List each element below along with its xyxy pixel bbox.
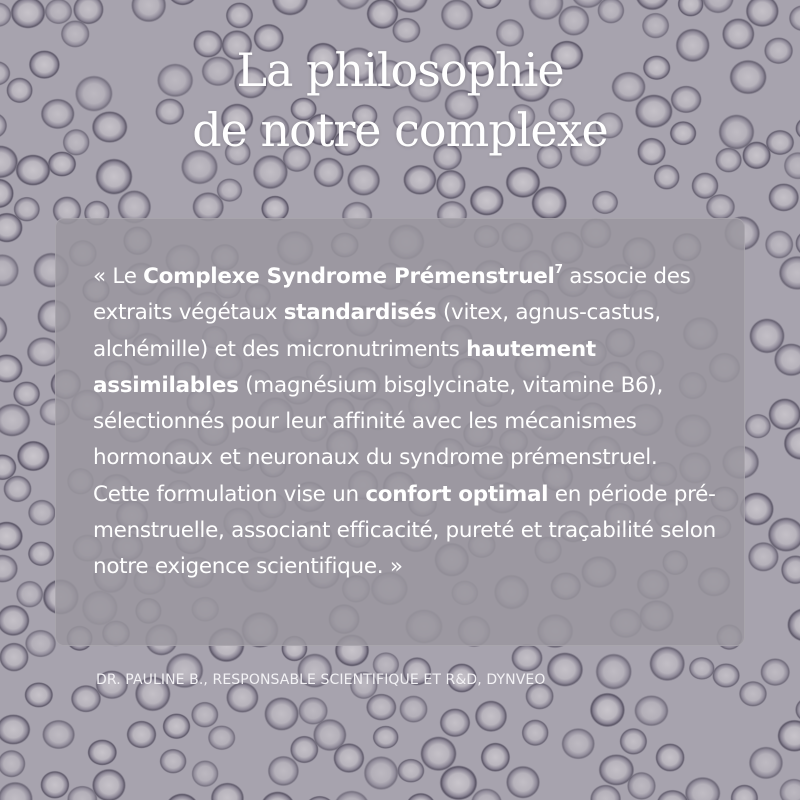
blood-cell [531, 186, 567, 220]
blood-cell [760, 658, 790, 686]
blood-cell [13, 381, 40, 406]
blood-cell [191, 702, 219, 728]
blood-cell [24, 682, 53, 708]
blood-cell [739, 681, 767, 707]
blood-cell [765, 230, 794, 259]
blood-cell [590, 693, 625, 727]
blood-cell [399, 695, 428, 723]
blood-cell [397, 759, 424, 783]
blood-cell [558, 5, 589, 36]
blood-cell [768, 398, 800, 430]
blood-cell [28, 500, 56, 526]
blood-cell [333, 743, 364, 773]
blood-cell [373, 726, 399, 749]
blood-cell [596, 654, 632, 690]
title-line-2: de notre complexe [192, 103, 608, 157]
blood-cell [217, 178, 243, 202]
blood-cell [712, 663, 740, 688]
emphasis-standardized: standardisés [283, 300, 437, 326]
blood-cell [364, 756, 399, 790]
blood-cell [689, 657, 715, 680]
blood-cell [0, 643, 29, 672]
blood-cell [620, 728, 648, 755]
blood-cell [16, 581, 43, 608]
blood-cell [506, 766, 540, 799]
product-name: Complexe Syndrome Prémenstruel [143, 264, 555, 289]
blood-cell [264, 697, 299, 731]
blood-cell [420, 736, 456, 771]
quote-text-segment: « Le [93, 264, 144, 289]
page-title [0, 40, 800, 160]
quote-text-segment: associe des extraits végétaux [93, 264, 691, 326]
blood-cell [28, 541, 55, 566]
blood-cell [25, 630, 56, 658]
blood-cell [522, 719, 549, 746]
blood-cell [403, 165, 436, 195]
blood-cell [88, 739, 118, 765]
blood-cell [649, 646, 685, 681]
quote-text [93, 259, 720, 586]
blood-cell [127, 721, 157, 749]
blood-cell [441, 0, 474, 31]
quote-card [55, 218, 745, 646]
blood-cell [642, 13, 670, 39]
blood-cell [561, 728, 595, 759]
blood-cell [745, 414, 771, 439]
blood-cell [691, 172, 718, 199]
blood-cell [475, 700, 507, 732]
quote-attribution: DR. PAULINE B., RESPONSABLE SCIENTIFIQUE ET R&D, DYNVEO [96, 672, 546, 688]
blood-cell [440, 765, 478, 800]
blood-cell [226, 2, 254, 28]
blood-cell [654, 164, 680, 189]
blood-cell [13, 197, 40, 222]
blood-cell [208, 725, 236, 750]
blood-cell [768, 183, 799, 211]
blood-cell [3, 475, 31, 502]
emphasis-assimilable: hautement assimilables [93, 336, 596, 398]
blood-cell [627, 772, 656, 800]
blood-cell [163, 713, 191, 739]
footnote-marker: 7 [554, 262, 563, 276]
blood-cell [347, 165, 380, 196]
blood-cell [749, 747, 783, 780]
blood-cell [436, 170, 466, 200]
blood-cell [95, 159, 132, 195]
blood-cell [481, 743, 511, 772]
blood-cell [268, 756, 299, 786]
blood-cell [511, 644, 543, 672]
quote-text-segment: (vitex, agnus-castus, alchémille) et des micronutriments [93, 300, 661, 362]
quote-text-segment: (magnésium bisglycinate, vitamine B6), sélectionnés pour leur affinité avec les mécanismes hormonaux et neuronaux du syndrome prémenstruel. Cette formulation vise un [93, 372, 664, 507]
blood-cell [547, 652, 584, 686]
blood-cell [440, 708, 471, 737]
blood-cell [298, 697, 328, 725]
emphasis-comfort: confort optimal [365, 481, 549, 507]
blood-cell [42, 720, 75, 750]
blood-cell [655, 743, 684, 772]
blood-cell [313, 157, 344, 187]
blood-cell [592, 191, 618, 215]
blood-cell [40, 771, 69, 799]
blood-cell [192, 760, 219, 787]
blood-cell [17, 441, 50, 472]
blood-cell [366, 694, 397, 721]
title-line-1: La philosophie [236, 43, 564, 97]
blood-cell [470, 186, 504, 216]
quote-text-segment: en période pré-menstruelle, associant efficacité, pureté et traçabilité selon notre exigence scientifique. » [93, 481, 716, 580]
blood-cell [160, 749, 187, 774]
blood-cell [634, 695, 668, 726]
